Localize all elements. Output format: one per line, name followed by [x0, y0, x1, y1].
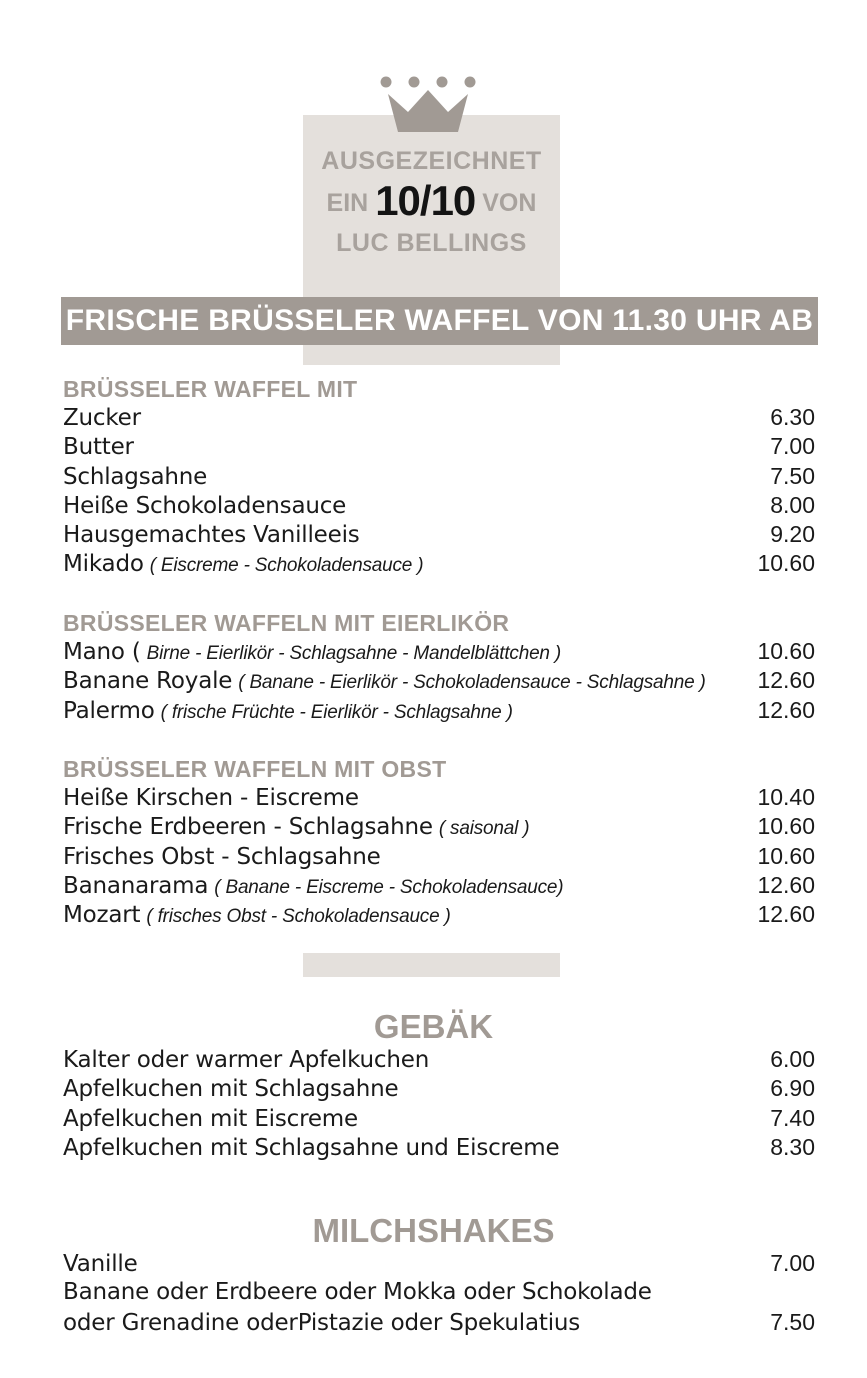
menu-item — [63, 901, 815, 930]
menu-item — [63, 550, 815, 579]
item-price: 12.60 — [757, 696, 815, 723]
item-price: 12.60 — [757, 667, 815, 694]
item-price: 12.60 — [757, 901, 815, 928]
item-price: 8.00 — [770, 491, 815, 518]
section-title-milchshakes: MILCHSHAKES — [312, 1212, 555, 1249]
item-name: Vanille — [63, 1251, 138, 1277]
item-description: ( frische Früchte - Eierlikör - Schlagsahne ) — [160, 701, 513, 723]
item-price: 7.00 — [770, 433, 815, 460]
item-name: Palermo — [63, 697, 155, 724]
item-name: Mozart — [63, 902, 141, 929]
item-description: ( saisonal ) — [438, 818, 530, 840]
menu-item — [63, 1075, 815, 1104]
section-divider — [303, 953, 560, 977]
section-list-eierlikoer — [63, 638, 815, 726]
item-price: 10.60 — [757, 813, 815, 840]
item-name: Schlagsahne — [63, 463, 208, 490]
award-text — [303, 145, 560, 259]
item-name: Zucker — [63, 405, 141, 431]
item-description: ( frisches Obst - Schokoladensauce ) — [146, 906, 451, 928]
item-name: Mikado — [63, 551, 144, 578]
item-name: Butter — [63, 434, 134, 461]
section-list-gebaek — [63, 1046, 815, 1163]
item-name: Hausgemachtes Vanilleeis — [63, 522, 360, 549]
item-name: Kalter oder warmer Apfelkuchen — [63, 1047, 430, 1073]
item-description: ( Banane - Eierlikör - Schokoladensauce - Schlagsahne ) — [238, 672, 706, 694]
menu-item — [63, 1105, 815, 1134]
item-name: Heiße Kirschen - Eiscreme — [63, 785, 359, 811]
item-price: 6.90 — [770, 1075, 815, 1102]
item-name: Apfelkuchen mit Eiscreme — [63, 1105, 358, 1132]
award-line3: LUC BELLINGS — [336, 229, 527, 257]
section-list-milchshakes — [63, 1250, 815, 1338]
section-list-obst — [63, 784, 815, 930]
menu-item — [63, 1046, 815, 1075]
item-description: ( Eiscreme - Schokoladensauce ) — [149, 555, 424, 577]
item-price: 7.50 — [770, 462, 815, 489]
section-title-gebaek: GEBÄK — [373, 1008, 494, 1045]
item-name: Bananarama — [63, 872, 209, 899]
menu-item — [63, 697, 815, 726]
menu-item — [63, 638, 815, 667]
section-title-eierlikoer: BRÜSSELER WAFFELN MIT EIERLIKÖR — [63, 610, 510, 636]
item-name: Banane oder Erdbeere oder Mokka oder Schokolade — [63, 1279, 652, 1306]
menu-item — [63, 492, 815, 521]
menu-item — [63, 843, 815, 872]
item-name: Banane Royale — [63, 668, 233, 695]
menu-item — [63, 433, 815, 462]
item-price: 9.20 — [770, 521, 815, 548]
item-price: 7.00 — [770, 1250, 815, 1276]
section-list-waffel-mit — [63, 404, 815, 580]
item-name: Frisches Obst - Schlagsahne — [63, 843, 381, 870]
menu-item — [63, 813, 815, 842]
menu-item — [63, 1309, 815, 1338]
item-price: 10.60 — [757, 550, 815, 577]
menu-item — [63, 463, 815, 492]
award-line1: AUSGEZEICHNET — [321, 147, 542, 175]
item-price: 7.50 — [770, 1308, 815, 1335]
award-score: 10/10 — [375, 177, 476, 224]
menu-item — [63, 667, 815, 696]
crown-icon — [378, 72, 478, 136]
menu-item — [63, 1279, 815, 1308]
item-name: Frische Erdbeeren - Schlagsahne — [63, 814, 433, 841]
item-name: Mano ( — [63, 639, 141, 665]
item-price: 10.60 — [757, 842, 815, 869]
award-suffix: VON — [482, 189, 537, 217]
award-line2 — [303, 177, 560, 227]
section-title-obst: BRÜSSELER WAFFELN MIT OBST — [63, 756, 447, 782]
item-price: 8.30 — [770, 1133, 815, 1160]
item-price: 10.40 — [757, 784, 815, 810]
item-description: Birne - Eierlikör - Schlagsahne - Mandelblättchen ) — [146, 643, 562, 664]
item-name: Heiße Schokoladensauce — [63, 492, 347, 519]
banner-title: FRISCHE BRÜSSELER WAFFEL VON 11.30 UHR AB — [61, 297, 818, 345]
item-price: 10.60 — [757, 638, 815, 664]
item-price: 12.60 — [757, 871, 815, 898]
item-price: 6.30 — [770, 404, 815, 430]
menu-item — [63, 872, 815, 901]
menu-item — [63, 521, 815, 550]
award-prefix: EIN — [326, 189, 369, 217]
item-name: Apfelkuchen mit Schlagsahne — [63, 1076, 399, 1103]
item-price: 7.40 — [770, 1104, 815, 1131]
section-title-waffel-mit: BRÜSSELER WAFFEL MIT — [63, 376, 358, 402]
item-name: oder Grenadine oderPistazie oder Spekulatius — [63, 1309, 581, 1336]
menu-item — [63, 1134, 815, 1163]
menu-item — [63, 1250, 815, 1279]
menu-item — [63, 404, 815, 433]
item-price: 6.00 — [770, 1046, 815, 1072]
item-description: ( Banane - Eiscreme - Schokoladensauce) — [214, 876, 564, 898]
menu-item — [63, 784, 815, 813]
item-name: Apfelkuchen mit Schlagsahne und Eiscreme — [63, 1134, 560, 1161]
